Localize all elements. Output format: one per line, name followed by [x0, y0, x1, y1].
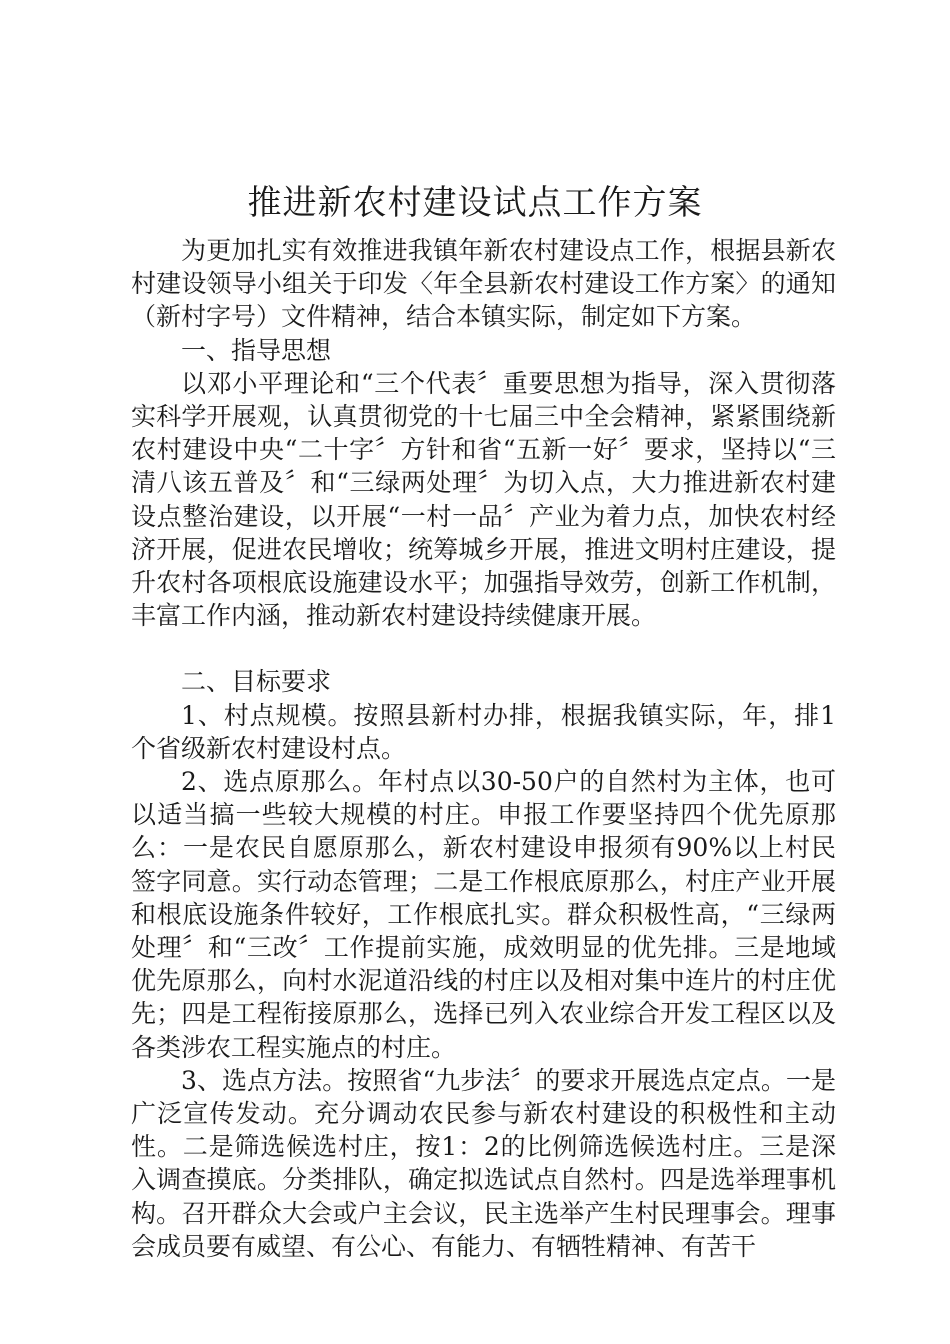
intro-paragraph: 为更加扎实有效推进我镇年新农村建设点工作，根据县新农村建设领导小组关于印发〈年全县新农村建设工作方案〉的通知（新村字号）文件精神，结合本镇实际，制定如下方案。 — [131, 236, 836, 332]
section-heading-guiding-ideology: 一、指导思想 — [181, 335, 332, 365]
section-heading-goals: 二、目标要求 — [181, 667, 332, 697]
goal-item-selection-method: 3、选点方法。按照省“九步法〞的要求开展选点定点。一是广泛宣传发动。充分调动农民参与新农村建设的积极性和主动性。二是筛选候选村庄，按1：2的比例筛选候选村庄。三是深入调查摸底。分类排队，确定拟选试点自然村。四是选举理事机构。召开群众大会或户主会议，民主选举产生村民理事会。理事会成员要有威望、有公心、有能力、有牺牲精神、有苦干 — [131, 1065, 836, 1261]
goal-item-village-scale: 1、村点规模。按照县新村办排，根据我镇实际，年，排1个省级新农村建设村点。 — [131, 700, 836, 763]
document-title: 推进新农村建设试点工作方案 — [247, 183, 703, 223]
guiding-ideology-paragraph: 以邓小平理论和“三个代表〞重要思想为指导，深入贯彻落实科学开展观，认真贯彻党的十七届三中全会精神，紧紧围绕新农村建设中央“二十字〞方针和省“五新一好〞要求，坚持以“三清八该五普及〞和“三绿两处理〞为切入点，大力推进新农村建设点整治建设，以开展“一村一品〞产业为着力点，加快农村经济开展，促进农民增收；统筹城乡开展，推进文明村庄建设，提升农村各项根底设施建设水平；加强指导效劳，创新工作机制，丰富工作内涵，推动新农村建设持续健康开展。 — [131, 368, 836, 631]
document-body — [131, 234, 836, 1263]
goal-item-selection-principles: 2、选点原那么。年村点以30-50户的自然村为主体，也可以适当搞一些较大规模的村庄。申报工作要坚持四个优先原那么：一是农民自愿原那么，新农村建设申报须有90%以上村民签字同意。实行动态管理；二是工作根底原那么，村庄产业开展和根底设施条件较好，工作根底扎实。群众积极性高，“三绿两处理〞和“三改〞工作提前实施，成效明显的优先排。三是地域优先原那么，向村水泥道沿线的村庄以及相对集中连片的村庄优先；四是工程衔接原那么，选择已列入农业综合开发工程区以及各类涉农工程实施点的村庄。 — [131, 767, 836, 1062]
